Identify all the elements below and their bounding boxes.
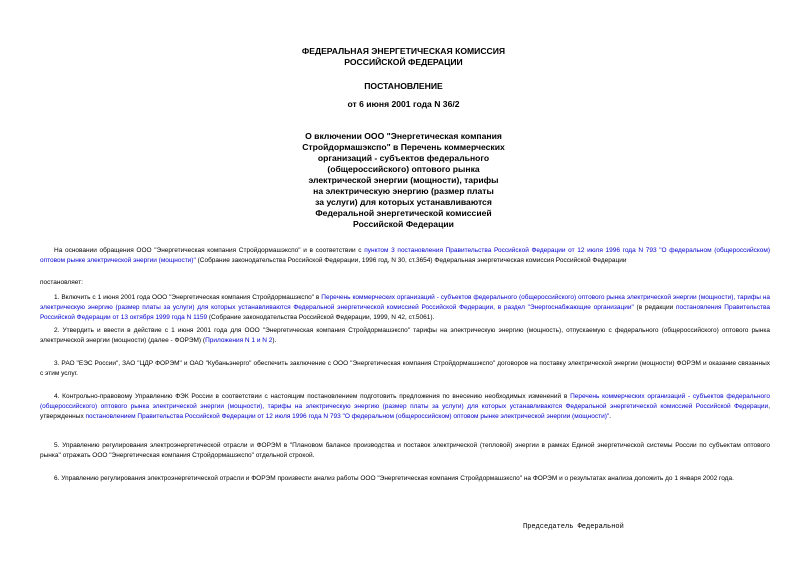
p6-text-1: 6. Управлению регулирования электроэнергетической отрасли и ФОРЭМ произвести анализ работы ООО "Энергетическая компания Стройдормашэкспо" на ФОРЭМ и о результатах анализа доложить до 1 января 2002 года. [54, 475, 734, 482]
agency-heading [0, 46, 807, 68]
paragraph-4 [40, 392, 770, 422]
paragraph-3 [40, 359, 770, 379]
agency-line-1: ФЕДЕРАЛЬНАЯ ЭНЕРГЕТИЧЕСКАЯ КОМИССИЯ [301, 46, 506, 56]
p4-link-list[interactable]: Перечень коммерческих организаций - субъектов федерального (общероссийского) оптового рынка электрической энергии (мощности), тарифы на электрическую энергию (размер платы за услуги) для которых устанавливаются Федеральной энергетической комиссией Российской Федерации [40, 393, 771, 410]
intro-link-clause-3[interactable]: пунктом 3 [364, 247, 395, 254]
title-line: Стройдормашэкспо" в Перечень коммерческих [302, 142, 505, 152]
title-line: О включении ООО "Энергетическая компания [305, 131, 502, 141]
p2-text-1: 2. Утвердить и ввести в действие с 1 июня 2001 года для ООО "Энергетическая компания Стройдормашэкспо" тарифы на электрическую энергию (мощность), отпускаемую с федерального (общероссийского) оптового рынка электрической энергии (мощности) (далее - ФОРЭМ) ( [40, 327, 770, 344]
title-line: организаций - субъектов федерального [317, 153, 490, 163]
title-line: электрической энергии (мощности), тарифы [308, 175, 499, 185]
p4-text-1: 4. Контрольно-правовому Управлению ФЭК России в соответствии с настоящим постановлением подготовить предложения по внесению необходимых изменений в [54, 393, 571, 400]
title-line: (общероссийского) оптового рынка [327, 164, 480, 174]
document-type: ПОСТАНОВЛЕНИЕ [364, 81, 443, 91]
p4-text-2: , утвержденных [40, 403, 770, 420]
document-title [0, 131, 807, 230]
intro-text-1: На основании обращения ООО "Энергетическая компания Стройдормашэкспо" и в соответствии с [54, 247, 365, 254]
p4-text-3: . [609, 413, 612, 420]
title-line: за услуги) для которых устанавливаются [315, 197, 492, 207]
paragraph-5 [40, 441, 770, 461]
title-line: Российской Федерации [353, 219, 454, 229]
paragraph-1 [40, 293, 770, 323]
agency-line-2: РОССИЙСКОЙ ФЕДЕРАЦИИ [344, 57, 463, 67]
paragraph-6 [40, 474, 770, 484]
intro-text-3: (Собрание законодательства Российской Федерации, 1996 год, N 30, ст.3654) Федеральная энергетическая комиссия Российской Федерации [195, 257, 627, 264]
p1-link-resolution-1159[interactable]: постановления Правительства Российской Федерации от 13 октября 1999 года N 1159 [40, 304, 770, 321]
signature-line: Председатель Федеральной [523, 523, 624, 531]
p1-text-1: 1. Включить с 1 июня 2001 года ООО "Энергетическая компания Стройдормашэкспо" в [54, 294, 322, 301]
p1-link-list[interactable]: Перечень коммерческих организаций - субъектов федерального (общероссийского) оптового рынка электрической энергии (мощности), тарифы на электрическую энергию (размер платы за услуги) для которых устанавливаются Федеральной энергетической комиссией Российской Федерации, в раздел "Энергоснабжающие организации" [40, 294, 771, 311]
p2-link-appendices[interactable]: Приложения N 1 и N 2 [205, 337, 273, 344]
intro-link-resolution-793[interactable]: постановления Правительства Российской Федерации от 12 июля 1996 года N 793 "О федеральном (общероссийском) оптовом рынке электрической энергии (мощности)" [40, 247, 770, 264]
title-line: на электрическую энергию (размер платы [313, 186, 494, 196]
p1-text-2: (в редакции [633, 304, 676, 311]
p2-text-2: ). [272, 337, 277, 344]
p4-link-resolution-793[interactable]: постановлением Правительства Российской Федерации от 12 июля 1996 года N 793 "О федеральном (общероссийском) оптовом рынке электрической энергии (мощности)" [85, 413, 610, 420]
title-line: Федеральной энергетической комиссией [315, 208, 492, 218]
p5-text-1: 5. Управлению регулирования электроэнергетической отрасли и ФОРЭМ в "Плановом балансе производства и поставок электрической (тепловой) энергии в рамках Единой энергетической системы России по субъектам оптового рынка" отражать ООО "Энергетическая компания Стройдормашэкспо" отдельной строкой. [40, 442, 770, 459]
p3-text-1: 3. РАО "ЕЭС России", ЗАО "ЦДР ФОРЭМ" и ОАО "Кубаньэнерго" обеспечить заключение с ООО "Энергетическая компания Стройдормашэкспо" договоров на поставку электрической энергии (мощности) ФОРЭМ и оказание связанных с этим услуг. [40, 360, 770, 377]
intro-paragraph [40, 246, 770, 266]
resolve-line: постановляет: [40, 279, 83, 286]
paragraph-2 [40, 326, 770, 346]
document-date: от 6 июня 2001 года N 36/2 [347, 99, 460, 109]
p1-text-3: (Собрание законодательства Российской Федерации, 1999, N 42, ст.5061). [207, 314, 435, 321]
